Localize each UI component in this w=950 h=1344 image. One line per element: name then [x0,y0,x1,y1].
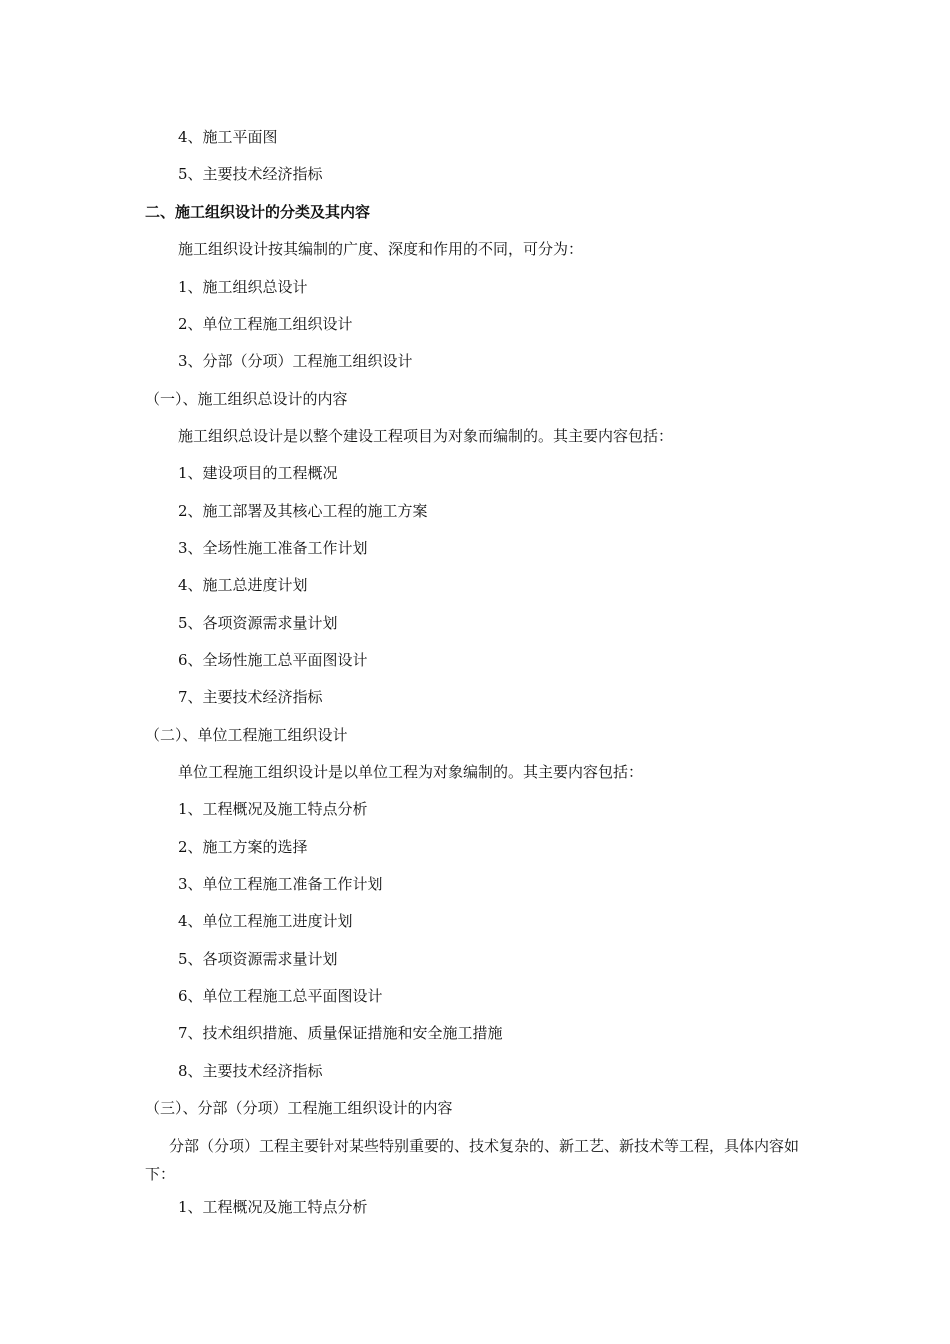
list-item: 3、单位工程施工准备工作计划 [178,875,383,893]
paragraph: 施工组织总设计是以整个建设工程项目为对象而编制的。其主要内容包括： [178,427,674,445]
list-item: 1、工程概况及施工特点分析 [178,800,368,818]
list-item: 3、全场性施工准备工作计划 [178,539,368,557]
list-item: 4、施工平面图 [178,128,278,146]
list-item: 7、技术组织措施、质量保证措施和安全施工措施 [178,1024,503,1042]
paragraph: 施工组织设计按其编制的广度、深度和作用的不同，可分为： [178,240,584,258]
list-item: 1、工程概况及施工特点分析 [178,1198,368,1216]
list-item: 3、分部（分项）工程施工组织设计 [178,352,413,370]
list-item: 7、主要技术经济指标 [178,688,323,706]
list-item: 2、施工方案的选择 [178,838,308,856]
list-item: 6、全场性施工总平面图设计 [178,651,368,669]
paragraph: 单位工程施工组织设计是以单位工程为对象编制的。其主要内容包括： [178,763,644,781]
subsection-heading: （三）、分部（分项）工程施工组织设计的内容 [145,1099,453,1117]
list-item: 5、主要技术经济指标 [178,165,323,183]
paragraph: 分部（分项）工程主要针对某些特别重要的、技术复杂的、新工艺、新技术等工程，具体内容如下： [145,1137,800,1183]
section-heading: 二、施工组织设计的分类及其内容 [145,203,371,221]
list-item: 5、各项资源需求量计划 [178,614,338,632]
list-item: 1、建设项目的工程概况 [178,464,338,482]
list-item: 1、施工组织总设计 [178,278,308,296]
list-item: 4、单位工程施工进度计划 [178,912,353,930]
list-item: 2、单位工程施工组织设计 [178,315,353,333]
list-item: 5、各项资源需求量计划 [178,950,338,968]
list-item: 8、主要技术经济指标 [178,1062,323,1080]
subsection-heading: （二）、单位工程施工组织设计 [145,726,348,744]
list-item: 6、单位工程施工总平面图设计 [178,987,383,1005]
list-item: 4、施工总进度计划 [178,576,308,594]
subsection-heading: （一）、施工组织总设计的内容 [145,390,348,408]
list-item: 2、施工部署及其核心工程的施工方案 [178,502,428,520]
